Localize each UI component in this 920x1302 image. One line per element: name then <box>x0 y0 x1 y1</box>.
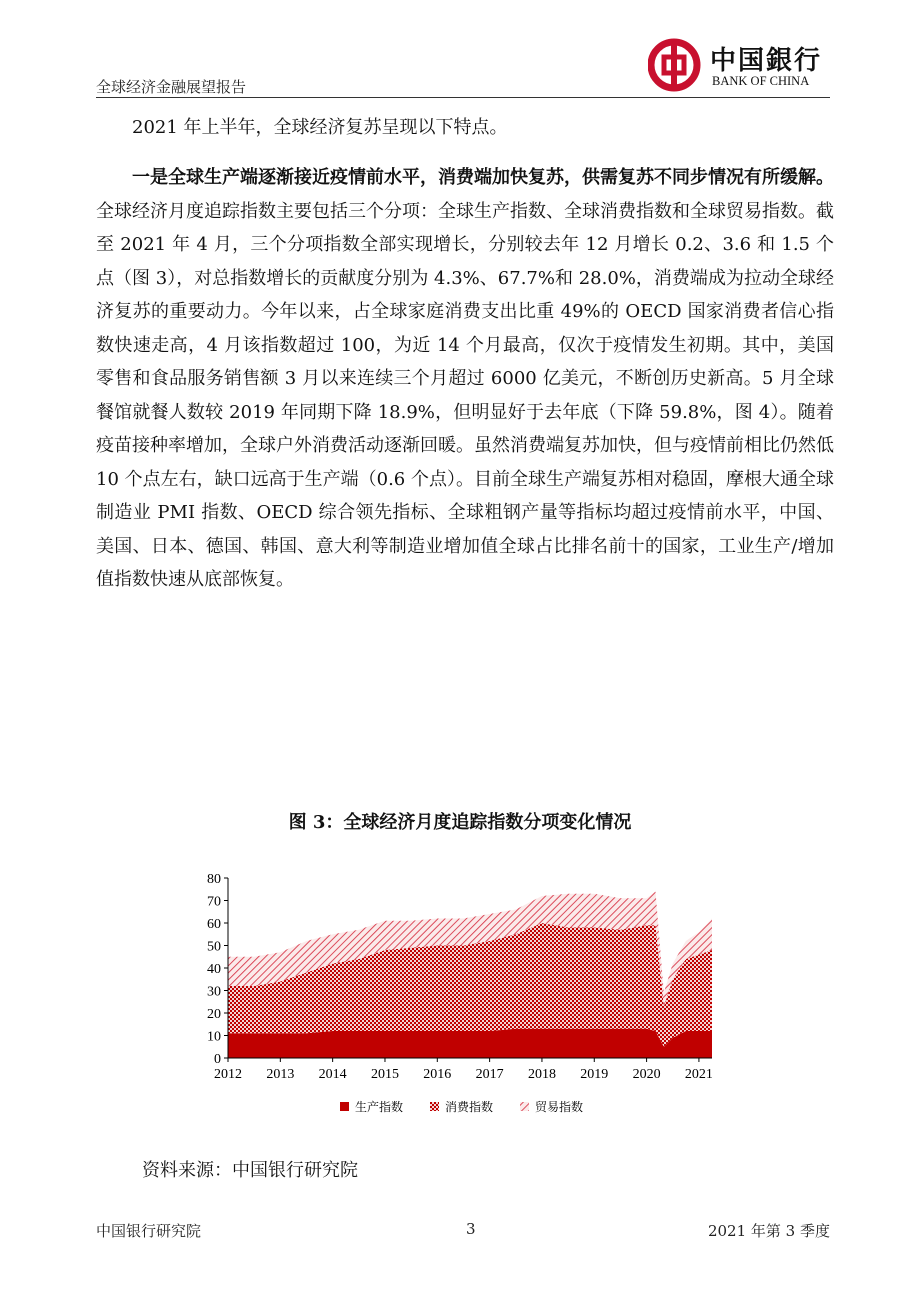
page-number: 3 <box>466 1220 476 1238</box>
x-tick-label: 2013 <box>266 1067 295 1082</box>
x-tick-label: 2016 <box>423 1067 452 1082</box>
chart-legend <box>340 1099 583 1114</box>
y-tick-label: 10 <box>207 1029 221 1045</box>
y-tick-label: 70 <box>207 894 221 910</box>
footer-period: 2021 年第 3 季度 <box>707 1222 830 1240</box>
legend-label: 贸易指数 <box>535 1100 584 1114</box>
y-tick-label: 30 <box>207 984 221 1000</box>
logo-chinese-name: 中国銀行 <box>710 46 823 76</box>
paragraph-body: 全球经济月度追踪指数主要包括三个分项：全球生产指数、全球消费指数和全球贸易指数。截至 2021 年 4 月，三个分项指数全部实现增长，分别较去年 12 月增长 0.2、3.6 和 1.5 个点（图 3），对总指数增长的贡献度分别为 4.3%、67.7%和 28.0%，消费端成为拉动全球经济复苏的重要动力。今年以来，占全球家庭消费支出比重 49%的 OECD 国家消费者信心指数快速走高，4 月该指数超过 100，为近 14 个月最高，仅次于疫情发生初期。其中，美国零售和食品服务销售额 3 月以来连续三个月超过 6000 亿美元，不断创历史新高。5 月全球餐馆就餐人数较 2019 年同期下降 18.9%，但明显好于去年底（下降 59.8%，图 4）。随着疫苗接种率增加，全球户外消费活动逐渐回暖。虽然消费端复苏加快，但与疫情前相比仍然低 10 个点左右，缺口远高于生产端（0.6 个点）。目前全球生产端复苏相对稳固，摩根大通全球制造业 PMI 指数、OECD 综合领先指标、全球粗钢产量等指标均超过疫情前水平，中国、美国、日本、德国、韩国、意大利等制造业增加值全球占比排名前十的国家，工业生产/增加值指数快速从底部恢复。 <box>96 200 834 590</box>
footer-org: 中国银行研究院 <box>96 1222 202 1240</box>
paragraph-lead-bold: 一是全球生产端逐渐接近疫情前水平，消费端加快复苏，供需复苏不同步情况有所缓解。 <box>132 167 834 188</box>
legend-swatch <box>430 1102 439 1111</box>
x-tick-label: 2021 <box>684 1067 713 1082</box>
legend-item <box>430 1099 493 1114</box>
header-divider <box>96 97 830 98</box>
stacked-area-chart <box>190 862 740 1132</box>
logo-english-name: BANK OF CHINA <box>712 74 810 88</box>
bank-of-china-emblem-icon <box>648 38 704 94</box>
y-tick-label: 50 <box>207 939 221 955</box>
paragraph-main <box>96 161 834 597</box>
x-tick-label: 2014 <box>318 1067 347 1082</box>
y-tick-label: 40 <box>207 962 221 977</box>
legend-swatch <box>340 1102 349 1111</box>
x-tick-label: 2018 <box>527 1067 556 1082</box>
figure-source: 资料来源：中国银行研究院 <box>142 1160 358 1181</box>
chart-plot-area <box>228 892 712 1059</box>
legend-item <box>340 1099 403 1114</box>
legend-item <box>520 1099 583 1114</box>
x-tick-label: 2015 <box>370 1067 399 1082</box>
paragraph-intro: 2021 年上半年，全球经济复苏呈现以下特点。 <box>132 117 508 138</box>
y-tick-label: 0 <box>214 1052 221 1067</box>
x-tick-label: 2017 <box>475 1067 504 1082</box>
y-tick-label: 60 <box>207 917 221 932</box>
legend-label: 生产指数 <box>355 1100 404 1114</box>
legend-label: 消费指数 <box>445 1100 494 1114</box>
y-tick-label: 20 <box>207 1007 221 1022</box>
legend-swatch <box>520 1102 529 1111</box>
x-tick-label: 2019 <box>580 1067 609 1082</box>
report-title: 全球经济金融展望报告 <box>96 78 247 96</box>
x-tick-label: 2012 <box>214 1067 242 1082</box>
x-tick-label: 2020 <box>632 1067 661 1082</box>
figure-title: 图 3：全球经济月度追踪指数分项变化情况 <box>288 812 632 833</box>
bank-logo <box>648 38 832 94</box>
y-tick-label: 80 <box>207 872 221 887</box>
